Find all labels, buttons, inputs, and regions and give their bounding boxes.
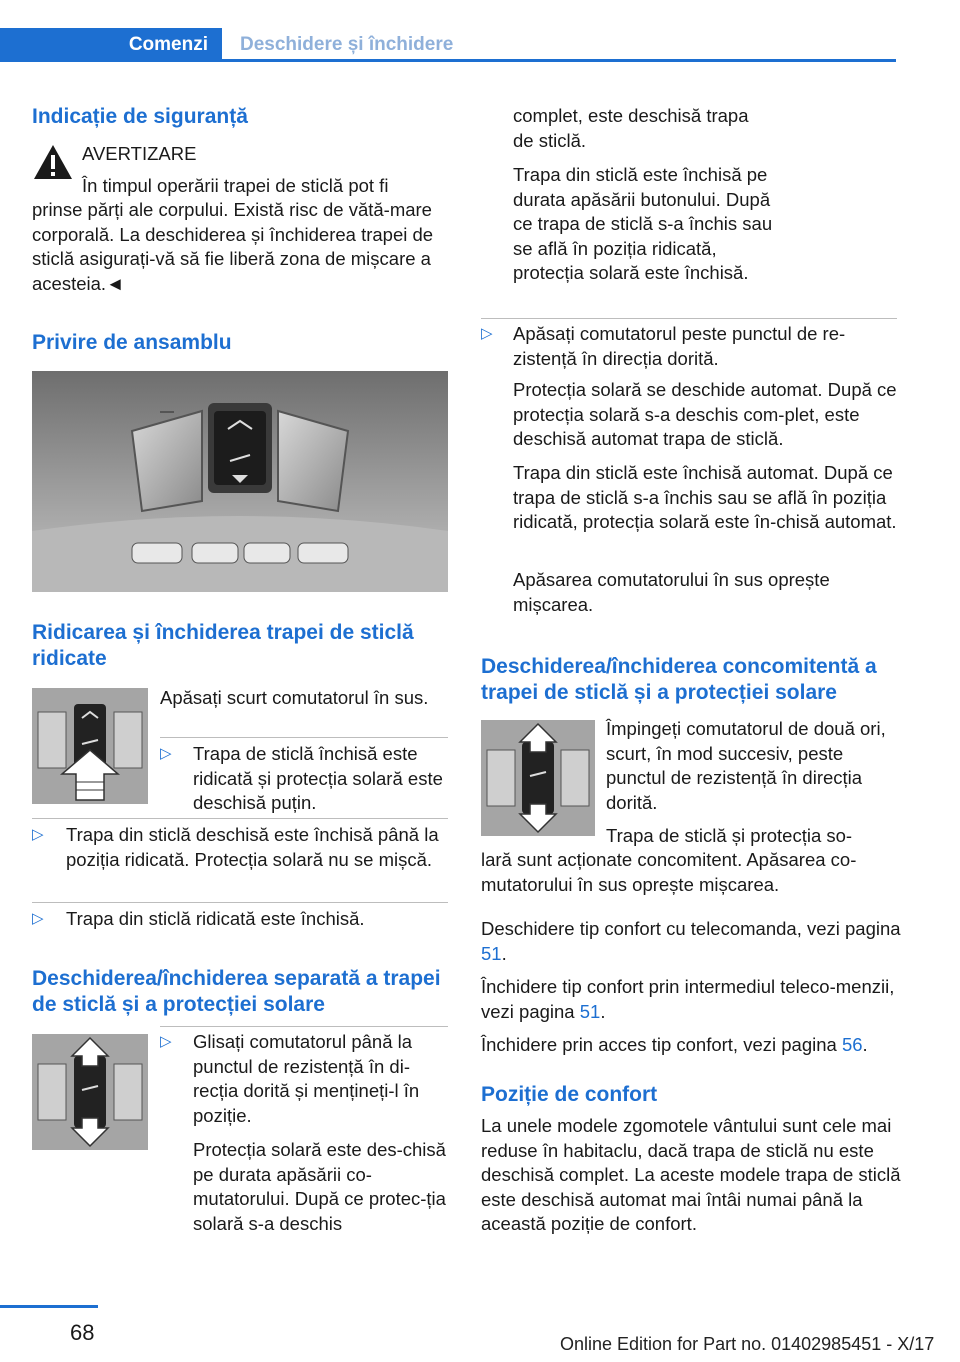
comfort-heading: Poziție de confort xyxy=(481,1083,658,1106)
warning-text: prinse părți ale corpului. Există risc de vătă‐mare corporală. La deschiderea și închiderea trapei de sticlă asigurați-vă să fie liberă zona de mișcare a acesteia.◄ xyxy=(32,199,434,294)
raise-bullet-1 xyxy=(160,742,450,816)
right-bullet-2-p1: Protecția solară se deschide automat. După ce protecția solară s-a deschis com‐plet, este deschisă automat trapa de sticlă. xyxy=(513,379,897,449)
remote-close: Închidere tip confort prin intermediul teleco‐menzii, vezi pagina 51. xyxy=(481,976,895,1022)
raise-intro: Apăsați scurt comutatorul în sus. xyxy=(160,687,429,708)
simultaneous-p2a: Trapa de sticlă și protecția so‐ xyxy=(606,825,853,846)
raise-bullet-2 xyxy=(32,823,448,872)
safety-heading: Indicație de siguranță xyxy=(32,105,248,128)
raise-bullet-3-text: Trapa din sticlă ridicată este închisă. xyxy=(66,908,365,929)
bullet-triangle-icon: ▷ xyxy=(160,745,172,762)
tab-comenzi[interactable]: Comenzi xyxy=(0,28,222,62)
raise-bullet-3 xyxy=(32,907,448,932)
footer-rule xyxy=(0,1305,98,1308)
right-bullet-2 xyxy=(481,322,897,371)
warning-label: AVERTIZARE xyxy=(82,143,197,164)
edition-text: Online Edition for Part no. 01402985451 - X/17 xyxy=(560,1334,935,1354)
overview-photo xyxy=(32,371,448,592)
cont-1: complet, este deschisă trapa de sticlă. xyxy=(513,105,749,151)
access-close-text: Închidere prin acces tip confort, vezi pagina xyxy=(481,1034,837,1055)
raise-heading: Ridicarea și închiderea trapei de sticlă ridicate xyxy=(32,621,414,670)
simultaneous-p1: Împingeți comutatorul de două ori, scurt, în mod succesiv, peste punctul de rezistență în direcția dorită. xyxy=(606,718,886,813)
simultaneous-p2b: lară sunt acționate concomitent. Apăsarea co‐mutatorului în sus oprește mișcarea. xyxy=(481,849,857,895)
tab-deschidere-inchidere[interactable]: Deschidere și închidere xyxy=(240,34,454,55)
remote-open: Deschidere tip confort cu telecomanda, vezi pagina 51. xyxy=(481,918,901,964)
page-link-56[interactable]: 56 xyxy=(841,1034,863,1055)
warning-icon xyxy=(32,143,74,181)
separate-bullet-1-text: Glisați comutatorul până la punctul de rezistență în di‐recția dorită și mențineți-l în poziție. xyxy=(193,1031,420,1126)
cont-2: Trapa din sticlă este închisă pe durata apăsării butonului. După ce trapa de sticlă s-a închis sau se află în poziția ridicată, protecția solară este închisă. xyxy=(513,164,773,283)
separate-heading: Deschiderea/închiderea separată a trapei de sticlă și a protecției solare xyxy=(32,967,441,1016)
separate-bullet-1 xyxy=(160,1030,450,1128)
switch-double-photo xyxy=(481,720,595,836)
page-link-51b[interactable]: 51 xyxy=(579,1000,601,1022)
bullet-triangle-icon: ▷ xyxy=(32,826,44,843)
overview-heading: Privire de ansamblu xyxy=(32,331,232,354)
separator xyxy=(32,818,448,819)
bullet-triangle-icon: ▷ xyxy=(481,325,493,342)
bullet-triangle-icon: ▷ xyxy=(32,910,44,927)
switch-up-photo xyxy=(32,688,148,804)
header-tabs xyxy=(0,28,896,62)
header-rule xyxy=(0,59,896,62)
separator xyxy=(160,1026,448,1027)
right-bullet-2-text: Apăsați comutatorul peste punctul de re‐zistență în direcția dorită. xyxy=(513,323,846,369)
raise-bullet-2-text: Trapa din sticlă deschisă este închisă până la poziția ridicată. Protecția solară nu se mișcă. xyxy=(66,824,439,870)
page-number: 68 xyxy=(70,1320,95,1345)
warning-line1: În timpul operării trapei de sticlă pot fi xyxy=(82,175,389,196)
separator xyxy=(32,902,448,903)
separator xyxy=(160,737,448,738)
page-link-51[interactable]: 51 xyxy=(481,942,502,964)
right-bullet-2-p2: Trapa din sticlă este închisă automat. După ce trapa de sticlă s-a închis sau se află în poziția ridicată, protecția solară este în‐chisă automat. xyxy=(513,462,897,532)
separator xyxy=(481,318,897,319)
remote-close-text: Închidere tip confort prin intermediul teleco‐menzii, vezi pagina xyxy=(481,976,895,1022)
separate-bullet-1-cont: Protecția solară este des‐chisă pe durata apăsării co‐mutatorului. După ce protec‐ția solară s-a deschis xyxy=(193,1139,446,1234)
bullet-triangle-icon: ▷ xyxy=(160,1033,172,1050)
right-bullet-2-p3: Apăsarea comutatorului în sus oprește mișcarea. xyxy=(513,569,830,615)
switch-slide-photo xyxy=(32,1034,148,1150)
remote-open-text: Deschidere tip confort cu telecomanda, vezi pagina xyxy=(481,918,901,939)
raise-bullet-1-text: Trapa de sticlă închisă este ridicată și protecția solară este deschisă puțin. xyxy=(193,743,443,813)
comfort-text: La unele modele zgomotele vântului sunt cele mai reduse în habitaclu, dacă trapa de sticlă nu este deschisă complet. La aceste modele trapa de sticlă este deschisă automat mai întâi numai până la această poziție de confort. xyxy=(481,1115,901,1234)
access-close: Închidere prin acces tip confort, vezi pagina 56. xyxy=(481,1034,868,1055)
simultaneous-heading: Deschiderea/închiderea concomitentă a trapei de sticlă și a protecției solare xyxy=(481,655,877,704)
